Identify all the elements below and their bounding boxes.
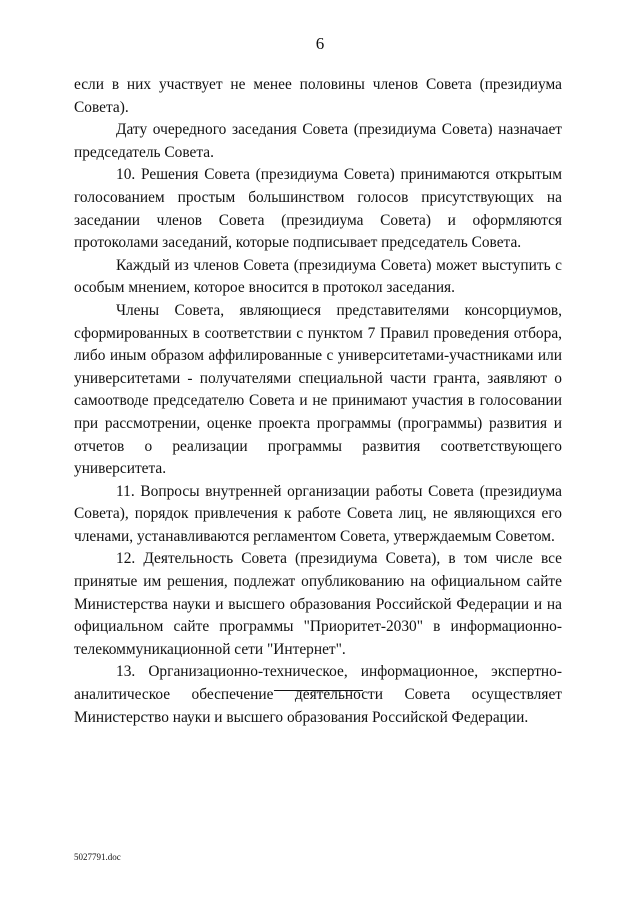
document-file-id: 5027791.doc	[74, 852, 121, 862]
end-separator-line	[274, 690, 363, 691]
paragraph-special-opinion: Каждый из членов Совета (президиума Совета) может выступить с особым мнением, которое вносится в протокол заседания.	[74, 256, 562, 297]
paragraph-recusal: Члены Совета, являющиеся представителями консорциумов, сформированных в соответствии с пунктом 7 Правил проведения отбора, либо иным образом аффилированные с университетами-участниками или университетами - получателями специальной части гранта, заявляют о самоотводе председателю Совета и не принимают участия в голосовании при рассмотрении, оценке проекта программы (программы) развития и отчетов о реализации программы развития соответствующего университета.	[74, 301, 562, 478]
document-body	[74, 74, 562, 729]
paragraph-item-13: 13. Организационно-техническое, информационное, экспертно-аналитическое обеспечение деятельности Совета осуществляет Министерство науки и высшего образования Российской Федерации.	[74, 663, 562, 726]
page-number: 6	[315, 34, 325, 53]
paragraph-continuation: если в них участвует не менее половины членов Совета (президиума Совета).	[74, 76, 562, 116]
paragraph-meeting-date: Дату очередного заседания Совета (президиума Совета) назначает председатель Совета.	[74, 121, 562, 161]
paragraph-item-10: 10. Решения Совета (президиума Совета) принимаются открытым голосованием простым большинством голосов присутствующих на заседании членов Совета (президиума Совета) и оформляются протоколами заседаний, которые подписывает председатель Совета.	[74, 166, 562, 252]
paragraph-item-12: 12. Деятельность Совета (президиума Совета), в том числе все принятые им решения, подлежат опубликованию на официальном сайте Министерства науки и высшего образования Российской Федерации и на официальном сайте программы "Приоритет-2030" в информационно-телекоммуникационной сети "Интернет".	[74, 550, 562, 658]
paragraph-item-11: 11. Вопросы внутренней организации работы Совета (президиума Совета), порядок привлечения к работе Совета лиц, не являющихся его членами, устанавливаются регламентом Совета, утверждаемым Советом.	[74, 482, 562, 545]
